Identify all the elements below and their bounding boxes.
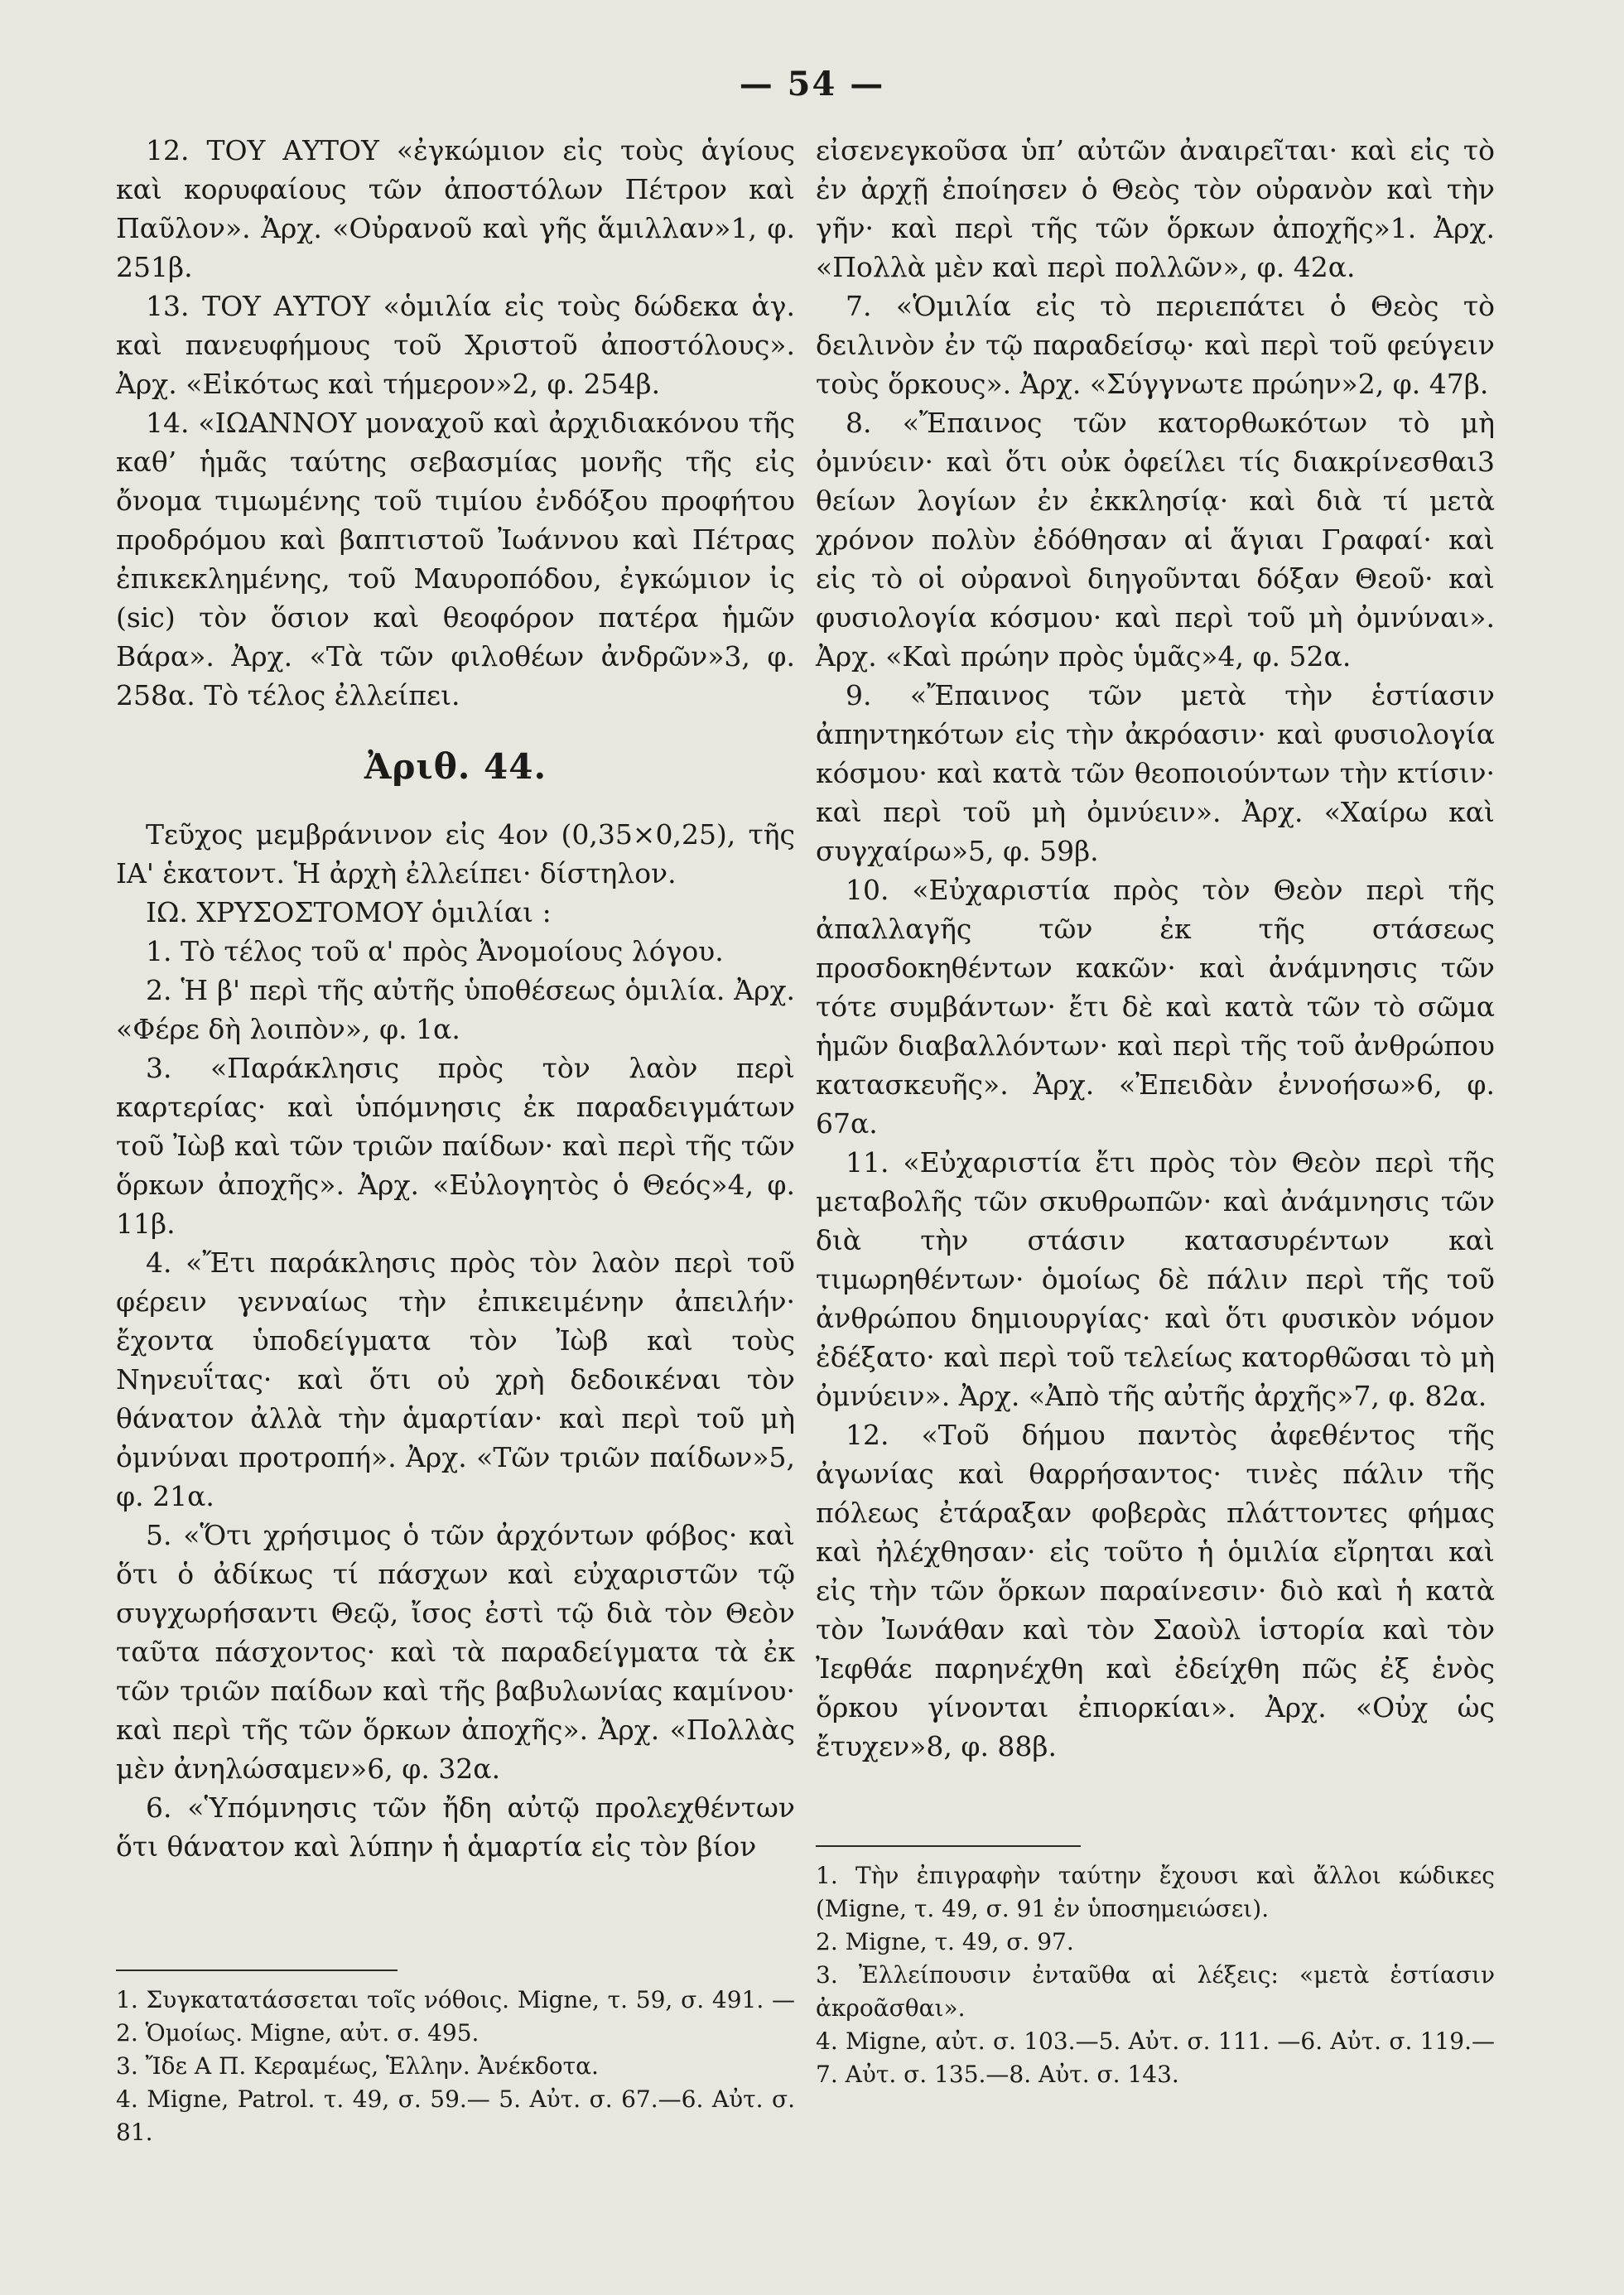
footnote-rule-right xyxy=(816,1845,1081,1847)
homily-3: 3. «Παράκλησις πρὸς τὸν λαὸν περὶ καρτερίας· καὶ ὑπόμνησις ἐκ παραδειγμάτων τοῦ Ἰὼβ καὶ τῶν τριῶν παίδων· καὶ περὶ τῆς τῶν ὅρκων ἀποχῆς». Ἀρχ. «Εὐλογητὸς ὁ Θεός»4, φ. 11β. xyxy=(116,1052,795,1240)
homily-11: 11. «Εὐχαριστία ἔτι πρὸς τὸν Θεὸν περὶ τῆς μεταβολῆς τῶν σκυθρωπῶν· καὶ ἀνάμνησις τῶν διὰ τὴν στάσιν κατασυρέντων καὶ τιμωρηθέντων· ὁμοίως δὲ πάλιν περὶ τῆς τοῦ ἀνθρώπου δημιουργίας· καὶ ὅτι φυσικὸν νόμον ἐδέξατο· καὶ περὶ τοῦ τελείως κατορθῶσαι τὸ μὴ ὀμνύειν». Ἀρχ. «Ἀπὸ τῆς αὐτῆς ἀρχῆς»7, φ. 82α. xyxy=(816,1146,1495,1412)
footnotes-left xyxy=(116,1984,795,2149)
footnote: 2. Migne, τ. 49, σ. 97. xyxy=(816,1928,1074,1955)
continuation-text: εἰσενεγκοῦσα ὑπ’ αὐτῶν ἀναιρεῖται· καὶ εἰς τὸ ἐν ἀρχῇ ἐποίησεν ὁ Θεὸς τὸν οὐρανὸν καὶ τὴν γῆν· καὶ περὶ τῆς τῶν ὅρκων ἀποχῆς»1. Ἀρχ. «Πολλὰ μὲν καὶ περὶ πολλῶν», φ. 42α. xyxy=(816,134,1495,283)
entry-14: 14. «ΙΩΑΝΝΟΥ μοναχοῦ καὶ ἀρχιδιακόνου τῆς καθ’ ἡμᾶς ταύτης σεβασμίας μονῆς τῆς εἰς ὄνομα τιμωμένης τοῦ τιμίου ἐνδόξου προφήτου προδρόμου καὶ βαπτιστοῦ Ἰωάννου καὶ Πέτρας ἐπικεκλημένης, τοῦ Μαυροπόδου, ἐγκώμιον ἰς (sic) τὸν ὅσιον καὶ θεοφόρον πατέρα ἡμῶν Βάρα». Ἀρχ. «Τὰ τῶν φιλοθέων ἀνδρῶν»3, φ. 258α. Τὸ τέλος ἐλλείπει. xyxy=(116,407,795,711)
homily-4: 4. «Ἔτι παράκλησις πρὸς τὸν λαὸν περὶ τοῦ φέρειν γενναίως τὴν ἐπικειμένην ἀπειλήν· ἔχοντα ὑποδείγματα τὸν Ἰὼβ καὶ τοὺς Νηνευΐτας· καὶ ὅτι οὐ χρὴ δεδοικέναι τὸν θάνατον ἀλλὰ τὴν ἁμαρτίαν· καὶ περὶ τοῦ μὴ ὀμνύναι προτροπή». Ἀρχ. «Τῶν τριῶν παίδων»5, φ. 21α. xyxy=(116,1246,795,1512)
homily-9: 9. «Ἔπαινος τῶν μετὰ τὴν ἑστίασιν ἀπηντηκότων εἰς τὴν ἀκρόασιν· καὶ φυσιολογία κόσμου· καὶ κατὰ τῶν θεοποιούντων τὴν κτίσιν· καὶ περὶ τοῦ μὴ ὀμνύειν». Ἀρχ. «Χαίρω καὶ συγχαίρω»5, φ. 59β. xyxy=(816,679,1495,867)
footnote: 4. Migne, αὐτ. σ. 103.—5. Αὐτ. σ. 111. —6. Αὐτ. σ. 119.—7. Αὐτ. σ. 135.—8. Αὐτ. σ. 143. xyxy=(816,2027,1495,2088)
right-column xyxy=(816,131,1495,1766)
homily-6: 6. «Ὑπόμνησις τῶν ἤδη αὐτῷ προλεχθέντων ὅτι θάνατον καὶ λύπην ἡ ἁμαρτία εἰς τὸν βίον xyxy=(116,1791,795,1863)
homily-12: 12. «Τοῦ δήμου παντὸς ἀφεθέντος τῆς ἀγωνίας καὶ θαρρήσαντος· τινὲς πάλιν τῆς πόλεως ἐτάραξαν φοβερὰς πλάττοντες φήμας καὶ ἠλέχθησαν· εἰς τοῦτο ἡ ὁμιλία εἴρηται καὶ εἰς τὴν τῶν ὅρκων παραίνεσιν· διὸ καὶ ἡ κατὰ τὸν Ἰωνάθαν καὶ τὸν Σαοὺλ ἱστορία καὶ τὸν Ἰεφθάε παρηνέχθη καὶ ἐδείχθη πῶς ἐξ ἑνὸς ὅρκου γίνονται ἐπιορκίαι». Ἀρχ. «Οὐχ ὡς ἔτυχεν»8, φ. 88β. xyxy=(816,1419,1495,1762)
homily-5: 5. «Ὅτι χρήσιμος ὁ τῶν ἀρχόντων φόβος· καὶ ὅτι ὁ ἀδίκως τί πάσχων καὶ εὐχαριστῶν τῷ συγχωρήσαντι Θεῷ, ἴσος ἐστὶ τῷ διὰ τὸν Θεὸν ταῦτα πάσχοντος· καὶ τὰ παραδείγματα τὰ ἐκ τῶν τριῶν παίδων καὶ τῆς βαβυλωνίας καμίνου· καὶ περὶ τῆς τῶν ὅρκων ἀποχῆς». Ἀρχ. «Πολλὰς μὲν ἀνηλώσαμεν»6, φ. 32α. xyxy=(116,1519,795,1785)
footnote-rule-left xyxy=(116,1970,398,1971)
footnote: 3. Ἴδε Α Π. Κεραμέως, Ἑλλην. Ἀνέκδοτα. xyxy=(116,2052,599,2080)
homily-7: 7. «Ὁμιλία εἰς τὸ περιεπάτει ὁ Θεὸς τὸ δειλινὸν ἐν τῷ παραδείσῳ· καὶ περὶ τοῦ φεύγειν τοὺς ὅρκους». Ἀρχ. «Σύγγνωτε πρώην»2, φ. 47β. xyxy=(816,290,1495,400)
page-number: — 54 — xyxy=(739,65,885,104)
entry-13: 13. ΤΟΥ ΑΥΤΟΥ «ὁμιλία εἰς τοὺς δώδεκα ἁγ. καὶ πανευφήμους τοῦ Χριστοῦ ἀποστόλους». Ἀρχ. «Εἰκότως καὶ τήμερον»2, φ. 254β. xyxy=(116,290,795,400)
homily-10: 10. «Εὐχαριστία πρὸς τὸν Θεὸν περὶ τῆς ἀπαλλαγῆς τῶν ἐκ τῆς στάσεως προσδοκηθέντων κακῶν· καὶ ἀνάμνησις τῶν τότε συμβάντων· ἔτι δὲ καὶ κατὰ τῶν τὸ σῶμα ἡμῶν διαβαλλόντων· καὶ περὶ τῆς τοῦ ἀνθρώπου κατασκευῆς». Ἀρχ. «Ἐπειδὰν ἐννοήσω»6, φ. 67α. xyxy=(816,874,1495,1140)
footnotes-right xyxy=(816,1859,1495,2091)
footnote: 3. Ἐλλείπουσιν ἐνταῦθα αἱ λέξεις: «μετὰ ἑστίασιν ἀκροᾶσθαι». xyxy=(816,1961,1495,2022)
homily-2: 2. Ἡ β' περὶ τῆς αὐτῆς ὑποθέσεως ὁμιλία. Ἀρχ. «Φέρε δὴ λοιπὸν», φ. 1α. xyxy=(116,974,795,1045)
entry-12: 12. ΤΟΥ ΑΥΤΟΥ «ἐγκώμιον εἰς τοὺς ἁγίους καὶ κορυφαίους τῶν ἀποστόλων Πέτρον καὶ Παῦλον». Ἀρχ. «Οὐρανοῦ καὶ γῆς ἅμιλλαν»1, φ. 251β. xyxy=(116,134,795,283)
footnote: 1. Τὴν ἐπιγραφὴν ταύτην ἔχουσι καὶ ἄλλοι κώδικες (Migne, τ. 49, σ. 91 ἐν ὑποσημειώσει). xyxy=(816,1862,1495,1922)
homily-1: 1. Τὸ τέλος τοῦ α' πρὸς Ἀνομοίους λόγου. xyxy=(146,935,724,967)
author-heading: ΙΩ. ΧΡΥΣΟΣΤΟΜΟΥ ὁμιλίαι : xyxy=(146,896,552,928)
article-heading: Ἀριθ. 44. xyxy=(364,746,547,787)
left-column xyxy=(116,131,795,1866)
manuscript-description: Τεῦχος μεμβράνινον εἰς 4ον (0,35×0,25), τῆς ΙΑ' ἑκατοντ. Ἡ ἀρχὴ ἐλλείπει· δίστηλον. xyxy=(116,818,795,890)
footnote: 1. Συγκατατάσσεται τοῖς νόθοις. Migne, τ. 59, σ. 491. — 2. Ὁμοίως. Migne, αὐτ. σ. 495. xyxy=(116,1986,795,2047)
homily-8: 8. «Ἔπαινος τῶν κατορθωκότων τὸ μὴ ὀμνύειν· καὶ ὅτι οὐκ ὀφείλει τίς διακρίνεσθαι3 θείων λογίων ἐν ἐκκλησίᾳ· καὶ διὰ τί μετὰ χρόνον πολὺν ἐδόθησαν αἱ ἅγιαι Γραφαί· καὶ εἰς τὸ οἱ οὐρανοὶ διηγοῦνται δόξαν Θεοῦ· καὶ φυσιολογία κόσμου· καὶ περὶ τοῦ μὴ ὀμνύναι». Ἀρχ. «Καὶ πρώην πρὸς ὑμᾶς»4, φ. 52α. xyxy=(816,407,1495,673)
footnote: 4. Migne, Patrol. τ. 49, σ. 59.— 5. Αὐτ. σ. 67.—6. Αὐτ. σ. 81. xyxy=(116,2085,795,2146)
